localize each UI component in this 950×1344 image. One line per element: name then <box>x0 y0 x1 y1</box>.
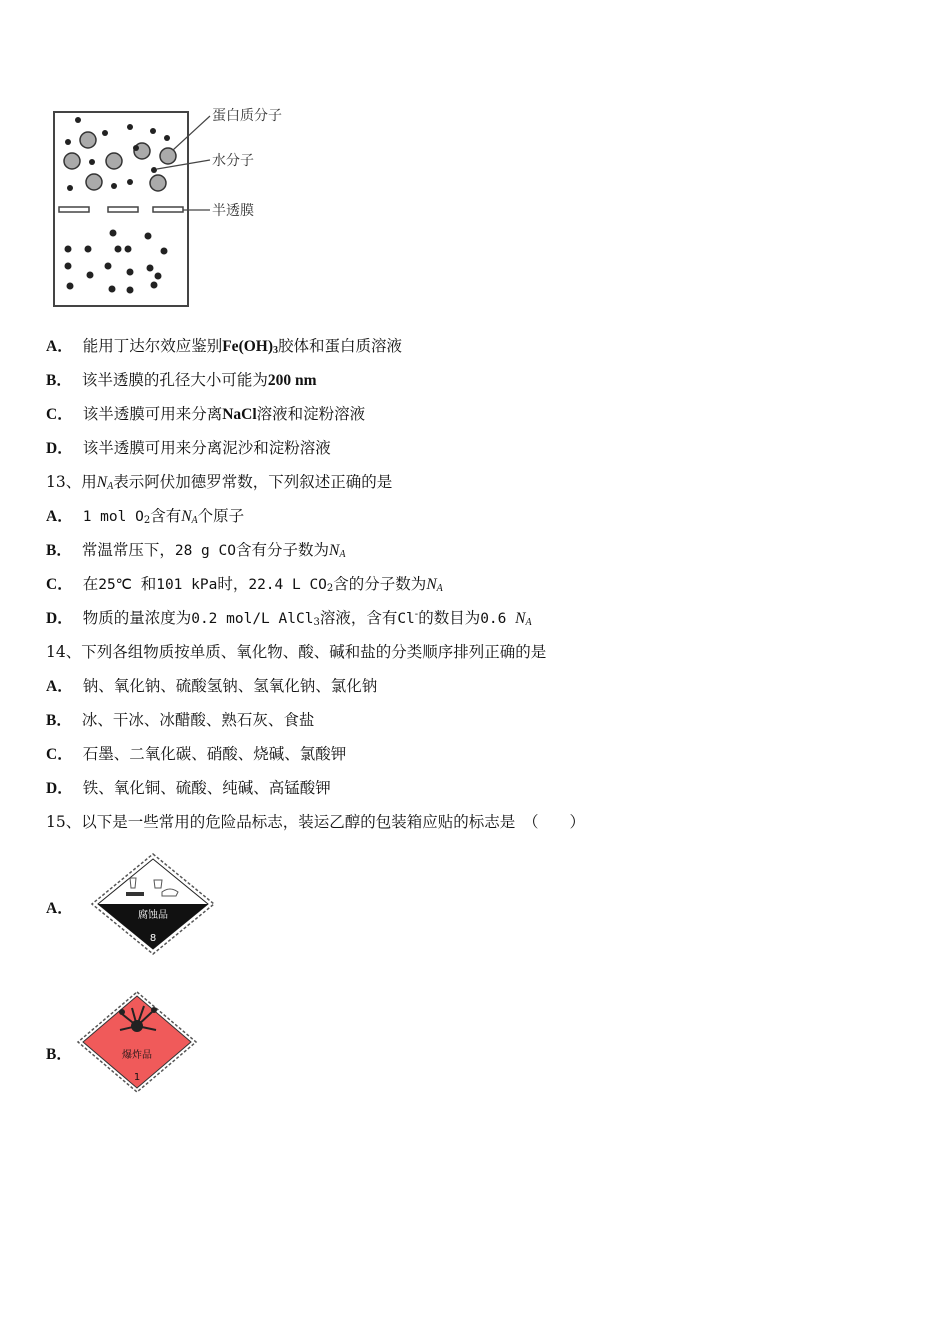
explosive-sign-number: 1 <box>133 1072 141 1083</box>
corrosive-sign <box>90 852 216 956</box>
q15-option-a-label: A． <box>46 900 73 917</box>
q12-option-d: D． 该半透膜可用来分离泥沙和淀粉溶液 <box>46 439 331 457</box>
explosive-sign <box>76 990 198 1094</box>
q14-option-c: C． 石墨、二氧化碳、硝酸、烧碱、氯酸钾 <box>46 745 347 763</box>
q14-stem: 14、下列各组物质按单质、氧化物、酸、碱和盐的分类顺序排列正确的是 <box>46 643 547 661</box>
q15-stem: 15、以下是一些常用的危险品标志，装运乙醇的包装箱应贴的标志是 （ ） <box>46 813 585 831</box>
q13-option-b: B． 常温常压下，28 g CO含有分子数为$N_A$ <box>46 541 346 560</box>
osmosis-diagram <box>50 100 295 312</box>
q12-option-c: C． 该半透膜可用来分离NaCl溶液和淀粉溶液 <box>46 405 366 423</box>
q14-option-a: A． 钠、氧化钠、硫酸氢钠、氢氧化钠、氯化钠 <box>46 677 378 695</box>
q14-option-b: B． 冰、干冰、冰醋酸、熟石灰、食盐 <box>46 711 315 729</box>
q13-option-c: C． 在25℃ 和101 kPa时，22.4 L $CO_2$含的分子数为$N_A$ <box>46 575 443 594</box>
membrane-label: 半透膜 <box>212 203 254 219</box>
corrosive-sign-number: 8 <box>149 933 157 944</box>
q13-option-a: A． 1 mol $O_2$含有$N_A$个原子 <box>46 507 245 526</box>
explosive-sign-text: 爆炸品 <box>122 1050 152 1061</box>
container-box <box>54 112 188 306</box>
q15-option-b-label: B． <box>46 1046 72 1063</box>
membrane-segment <box>59 207 89 212</box>
water-molecules-bottom <box>65 230 168 294</box>
q13-stem: 13、用$N_A$表示阿伏加德罗常数，下列叙述正确的是 <box>46 473 393 492</box>
corrosive-sign-text: 腐蚀品 <box>138 910 168 921</box>
water-label: 水分子 <box>212 153 254 169</box>
q12-option-a: A． 能用丁达尔效应鉴别$Fe(OH)_3$胶体和蛋白质溶液 <box>46 337 403 356</box>
q13-option-d: D． 物质的量浓度为0.2 mol/L AlCl$_3$溶液，含有Cl-的数目为0.6 $N_A$ <box>46 609 532 628</box>
membrane-segment <box>153 207 183 212</box>
q14-option-d: D． 铁、氧化铜、硫酸、纯碱、高锰酸钾 <box>46 779 331 797</box>
membrane-segment <box>108 207 138 212</box>
q12-option-b: B． 该半透膜的孔径大小可能为200 nm <box>46 371 317 389</box>
protein-label: 蛋白质分子 <box>212 108 282 124</box>
protein-molecules <box>64 132 176 191</box>
